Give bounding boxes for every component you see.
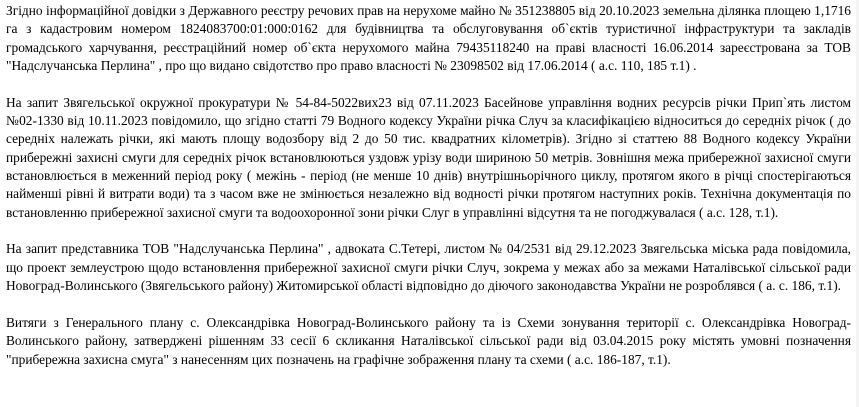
paragraph-gap bbox=[6, 222, 851, 241]
document-body bbox=[6, 2, 851, 369]
paragraph-general-plan-excerpts: Витяги з Генерального плану с. Олександрівка Новоград-Волинського району та із Схеми зонування території с. Олександрівка Новоград-Волинського району, затверджені рішенням 33 сесії 6 скликання Наталівської сільської ради від 03.04.2015 року містять умовні позначення "прибережна захисна смуга" з нанесенням цих позначень на графічне зображення плану та схеми ( а.с. 186-187, т.1). bbox=[6, 314, 851, 367]
paragraph-water-basin-letter: На запит Звягельської окружної прокуратури № 54-84-5022вих23 від 07.11.2023 Басейнове управління водних ресурсів річки Прип`ять листом №02-1330 від 10.11.2023 повідомило, що згідно статті 79 Водного кодексу України річка Случ за класифікацією відноситься до середніх річок ( до середніх належать річки, які мають площу водозбору від 2 до 50 тис. квадратних кілометрів). Згідно зі статтею 88 Водного кодексу України прибережні захисні смуги для середніх річок встановлюються уздовж урізу води шириною 50 метрів. Зовнішня межа прибережної захисної смуги встановлюється в меженний період року ( межінь - період (не менше 10 днів) внутрішньорічного циклу, протягом якого в річці спостерігаються найменші рівні й витрати води) та з часом вже не змінюється незалежно від водності річки протягом наступних років. Технічна документація по встановленню прибережної захисної смуги та водоохоронної зони річки Слуг в управлінні відсутня та не погоджувалася ( а.с. 128, т.1). bbox=[6, 94, 851, 220]
paragraph-gap bbox=[6, 75, 851, 94]
paragraph-land-registry: Згідно інформаційної довідки з Державного реєстру речових прав на нерухоме майно № 351238805 від 20.10.2023 земельна ділянка площею 1,1716 га з кадастровим номером 1824083700:01:000:0162 для будівництва та обслуговування об`єктів туристичної інфраструктури та закладів громадського харчування, реєстраційний номер об`єкта нерухомого майна 79435118240 на праві власності 16.06.2014 зареєстрована за ТОВ "Надслучанська Перлина" , про що видано свідотство про право власності № 23098502 від 17.06.2014 ( а.с. 110, 185 т.1) . bbox=[6, 3, 851, 73]
paragraph-gap bbox=[6, 295, 851, 314]
paragraph-city-council-letter: На запит представника ТОВ "Надслучанська Перлина" , адвоката С.Тетері, листом № 04/2531 від 29.12.2023 Звягельська міська рада повідомила, що проект землеустрою щодо встановлення прибережної захисної смуги річки Случ, зокрема у межах або за межами Наталівської сільської ради Новоград-Волинського (Звягельського району) Житомирської області відповідно до діючого законодавства України не розроблявся ( а. с. 186, т.1). bbox=[6, 241, 851, 294]
